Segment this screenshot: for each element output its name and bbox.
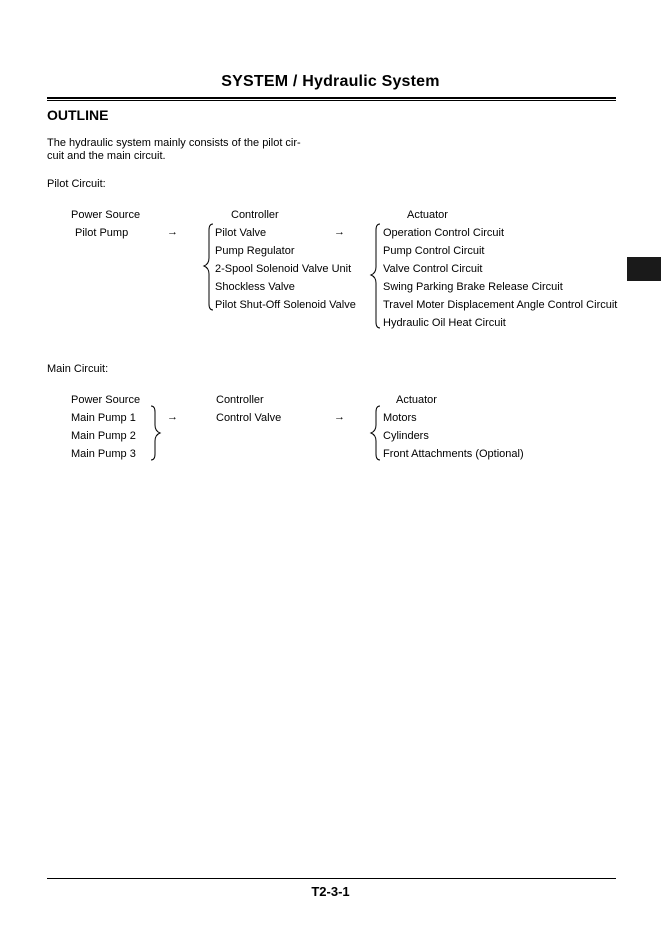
pilot-actuator-item: Hydraulic Oil Heat Circuit	[383, 317, 506, 329]
page-title: SYSTEM / Hydraulic System	[221, 73, 440, 90]
main-actuator-item: Front Attachments (Optional)	[383, 448, 524, 460]
pilot-controller-item: Shockless Valve	[215, 281, 295, 293]
intro-line-2: cuit and the main circuit.	[47, 150, 166, 162]
pilot-actuator-item: Valve Control Circuit	[383, 263, 483, 275]
header-rule-thick	[47, 97, 616, 99]
main-actuator-item: Cylinders	[383, 430, 429, 442]
pilot-circuit-label: Pilot Circuit:	[47, 178, 106, 190]
header-rule-thin	[47, 100, 616, 101]
footer-rule	[47, 878, 616, 879]
main-header-power-source: Power Source	[71, 394, 141, 406]
main-source-item: Main Pump 2	[71, 430, 136, 442]
pilot-arrow-1: →	[167, 226, 178, 238]
pilot-controller-item: Pilot Shut-Off Solenoid Valve	[215, 299, 356, 311]
pilot-controller-item: 2-Spool Solenoid Valve Unit	[215, 263, 352, 275]
intro-line-1: The hydraulic system mainly consists of the pilot cir-	[47, 137, 301, 149]
main-actuator-brace	[370, 406, 382, 462]
main-controller-control-valve: Control Valve	[216, 412, 282, 424]
pilot-actuator-item: Pump Control Circuit	[383, 245, 485, 257]
main-arrow-2: →	[334, 411, 345, 423]
pilot-controller-item: Pump Regulator	[215, 245, 295, 257]
main-source-brace	[150, 406, 162, 462]
pilot-header-power-source: Power Source	[71, 209, 141, 221]
main-header-controller: Controller	[216, 394, 264, 406]
pilot-actuator-item: Operation Control Circuit	[383, 227, 505, 239]
pilot-actuator-item: Travel Moter Displacement Angle Control Circuit	[383, 299, 618, 311]
section-heading: OUTLINE	[47, 107, 109, 123]
main-header-actuator: Actuator	[396, 394, 437, 406]
pilot-actuator-brace	[370, 224, 382, 330]
main-circuit-label: Main Circuit:	[47, 363, 109, 375]
pilot-arrow-2: →	[334, 226, 345, 238]
main-arrow-1: →	[167, 411, 178, 423]
main-actuator-item: Motors	[383, 412, 417, 424]
pilot-controller-item: Pilot Valve	[215, 227, 267, 239]
pilot-source-pilot-pump: Pilot Pump	[75, 227, 129, 239]
pilot-header-controller: Controller	[231, 209, 279, 221]
pilot-controller-brace	[203, 224, 215, 312]
section-tab-marker	[627, 257, 661, 281]
pilot-actuator-item: Swing Parking Brake Release Circuit	[383, 281, 563, 293]
page-number: T2-3-1	[311, 884, 350, 899]
pilot-header-actuator: Actuator	[407, 209, 448, 221]
main-source-item: Main Pump 3	[71, 448, 136, 460]
main-source-item: Main Pump 1	[71, 412, 136, 424]
